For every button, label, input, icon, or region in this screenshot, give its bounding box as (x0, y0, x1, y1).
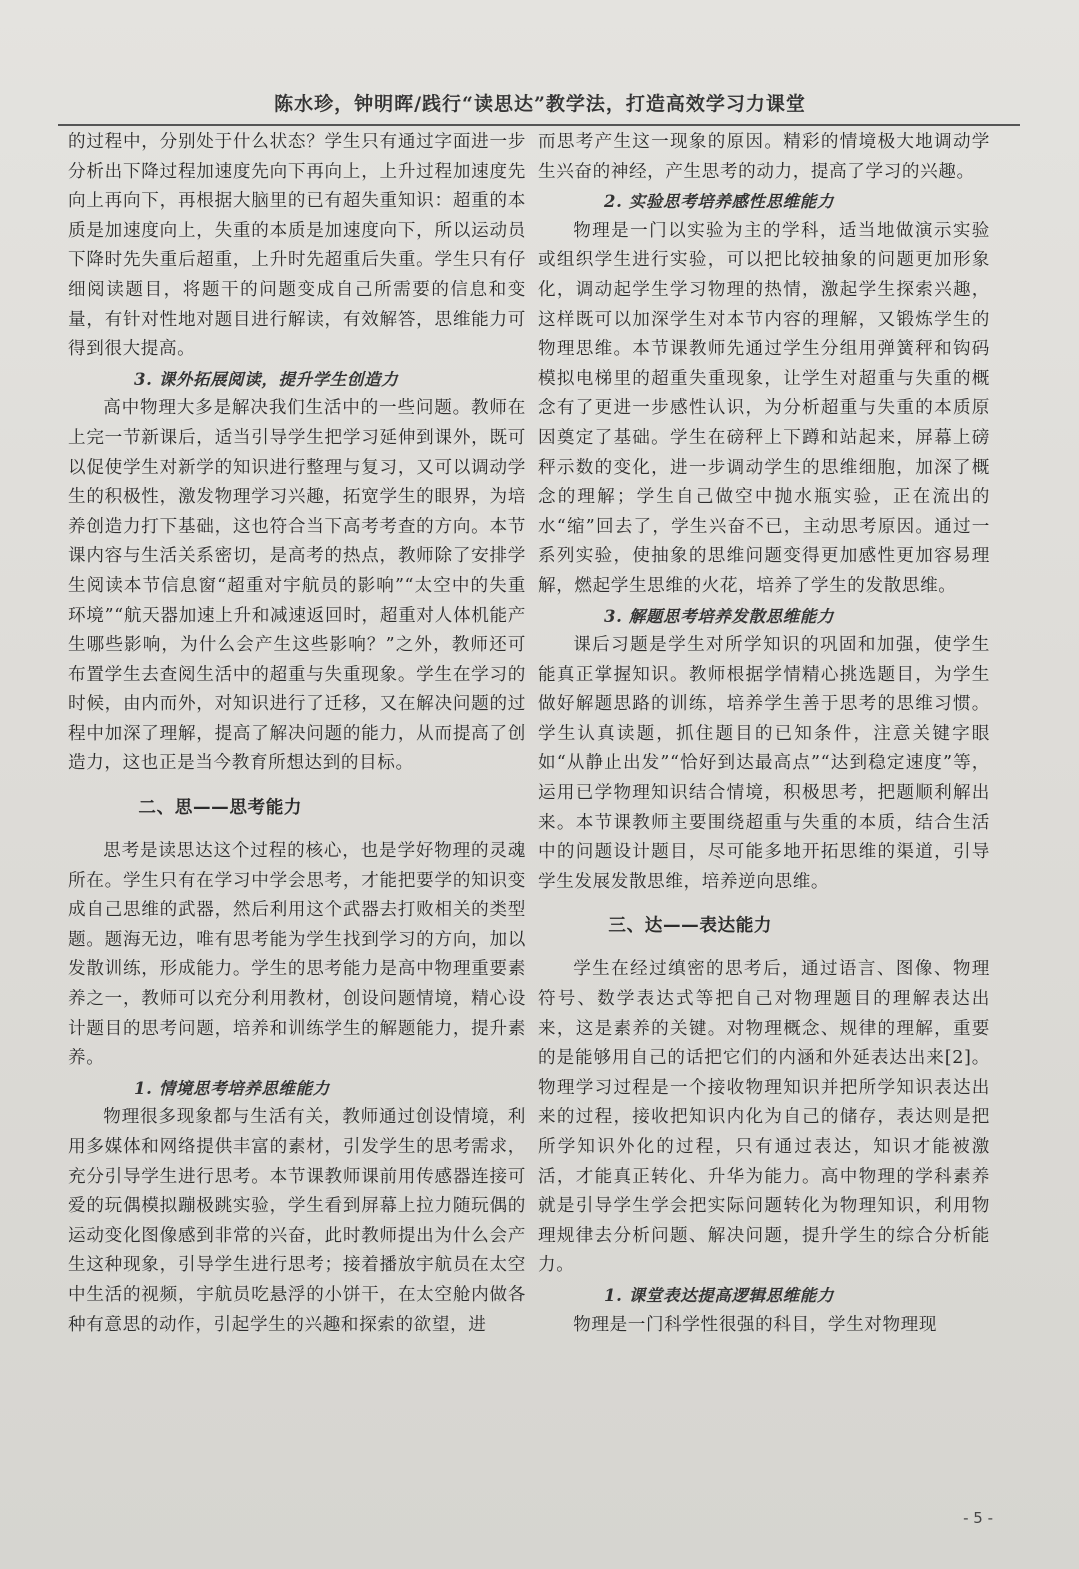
paragraph: 思考是读思达这个过程的核心，也是学好物理的灵魂所在。学生只有在学习中学会思考，才能把要学的知识变成自己思维的武器，然后利用这个武器去打败相关的类型题。题海无边，唯有思考能为学生找到学习的方向，加以发散训练，形成能力。学生的思考能力是高中物理重要素养之一，教师可以充分利用教材，创设问题情境，精心设计题目的思考问题，培养和训练学生的解题能力，提升素养。 (68, 841, 526, 1069)
paragraph: 学生在经过缜密的思考后，通过语言、图像、物理符号、数学表达式等把自己对物理题目的理解表达出来，这是素养的关键。对物理概念、规律的理解，重要的是能够用自己的话把它们的内涵和外延表达出来[2]。物理学习过程是一个接收物理知识并把所学知识表达出来的过程，接收把知识内化为自己的储存，表达则是把所学知识外化的过程，只有通过表达，知识才能被激活，才能真正转化、升华为能力。高中物理的学科素养就是引导学生学会把实际问题转化为物理知识，利用物理规律去分析问题、解决问题，提升学生的综合分析能力。 (538, 959, 990, 1276)
subsection-heading: 1. 情境思考培养思维能力 (134, 1078, 330, 1098)
paragraph: 高中物理大多是解决我们生活中的一些问题。教师在上完一节新课后，适当引导学生把学习延伸到课外，既可以促使学生对新学的知识进行整理与复习，又可以调动学生的积极性，激发物理学习兴趣，拓宽学生的眼界，为培养创造力打下基础，这也符合当下高考考查的方向。本节课内容与生活关系密切，是高考的热点，教师除了安排学生阅读本节信息窗“超重对宇航员的影响”“太空中的失重环境”“航天器加速上升和减速返回时，超重对人体机能产生哪些影响，为什么会产生这些影响？”之外，教师还可布置学生去查阅生活中的超重与失重现象。学生在学习的时候，由内而外，对知识进行了迁移，又在解决问题的过程中加深了理解，提高了解决问题的能力，从而提高了创造力，这也正是当今教育所想达到的目标。 (68, 398, 526, 774)
paragraph: 物理很多现象都与生活有关，教师通过创设情境，利用多媒体和网络提供丰富的素材，引发学生的思考需求，充分引导学生进行思考。本节课教师课前用传感器连接可爱的玩偶模拟蹦极跳实验，学生看到屏幕上拉力随玩偶的运动变化图像感到非常的兴奋，此时教师提出为什么会产生这种现象，引导学生进行思考；接着播放宇航员在太空中生活的视频，宇航员吃悬浮的小饼干，在太空舱内做各种有意思的动作，引起学生的兴趣和探索的欲望，进 (68, 1107, 526, 1335)
paragraph: 而思考产生这一现象的原因。精彩的情境极大地调动学生兴奋的神经，产生思考的动力，提高了学习的兴趣。 (538, 132, 990, 182)
paragraph: 物理是一门以实验为主的学科，适当地做演示实验或组织学生进行实验，可以把比较抽象的问题更加形象化，调动起学生学习物理的热情，激起学生探索兴趣，这样既可以加深学生对本节内容的理解，又锻炼学生的物理思维。本节课教师先通过学生分组用弹簧秤和钩码模拟电梯里的超重失重现象，让学生对超重与失重的概念有了更进一步感性认识，为分析超重与失重的本质原因奠定了基础。学生在磅秤上下蹲和站起来，屏幕上磅秤示数的变化，进一步调动学生的思维细胞，加深了概念的理解；学生自己做空中抛水瓶实验，正在流出的水“缩”回去了，学生兴奋不已，主动思考原因。通过一系列实验，使抽象的思维问题变得更加感性更加容易理解，燃起学生思维的火花，培养了学生的发散思维。 (538, 220, 990, 596)
paragraph: 课后习题是学生对所学知识的巩固和加强，使学生能真正掌握知识。教师根据学情精心挑选题目，为学生做好解题思路的训练，培养学生善于思考的思维习惯。学生认真读题，抓住题目的已知条件，注意关键字眼如“从静止出发”“恰好到达最高点”“达到稳定速度”等，运用已学物理知识结合情境，积极思考，把题顺利解出来。本节课教师主要围绕超重与失重的本质，结合生活中的问题设计题目，尽可能多地开拓思维的渠道，引导学生发展发散思维，培养逆向思维。 (538, 635, 990, 892)
header-rule (58, 124, 1020, 126)
paragraph: 物理是一门科学性很强的科目，学生对物理现 (573, 1314, 938, 1335)
subsection-heading: 3. 课外拓展阅读，提升学生创造力 (134, 369, 399, 389)
left-column (68, 128, 526, 1340)
subsection-heading: 1. 课堂表达提高逻辑思维能力 (604, 1285, 834, 1305)
section-heading: 三、达——表达能力 (608, 916, 773, 937)
subsection-heading: 3. 解题思考培养发散思维能力 (604, 606, 834, 626)
running-header: 陈水珍，钟明晖/践行“读思达”教学法，打造高效学习力课堂 (274, 93, 806, 115)
page-number: - 5 - (963, 1509, 993, 1527)
section-heading: 二、思——思考能力 (138, 798, 303, 819)
paragraph: 的过程中，分别处于什么状态？学生只有通过字面进一步分析出下降过程加速度先向下再向上，上升过程加速度先向上再向下，再根据大脑里的已有超失重知识：超重的本质是加速度向上，失重的本质是加速度向下，所以运动员下降时先失重后超重，上升时先超重后失重。学生只有仔细阅读题目，将题干的问题变成自己所需要的信息和变量，有针对性地对题目进行解读，有效解答，思维能力可得到很大提高。 (68, 132, 526, 360)
subsection-heading: 2. 实验思考培养感性思维能力 (604, 192, 834, 212)
right-column (538, 128, 990, 1340)
